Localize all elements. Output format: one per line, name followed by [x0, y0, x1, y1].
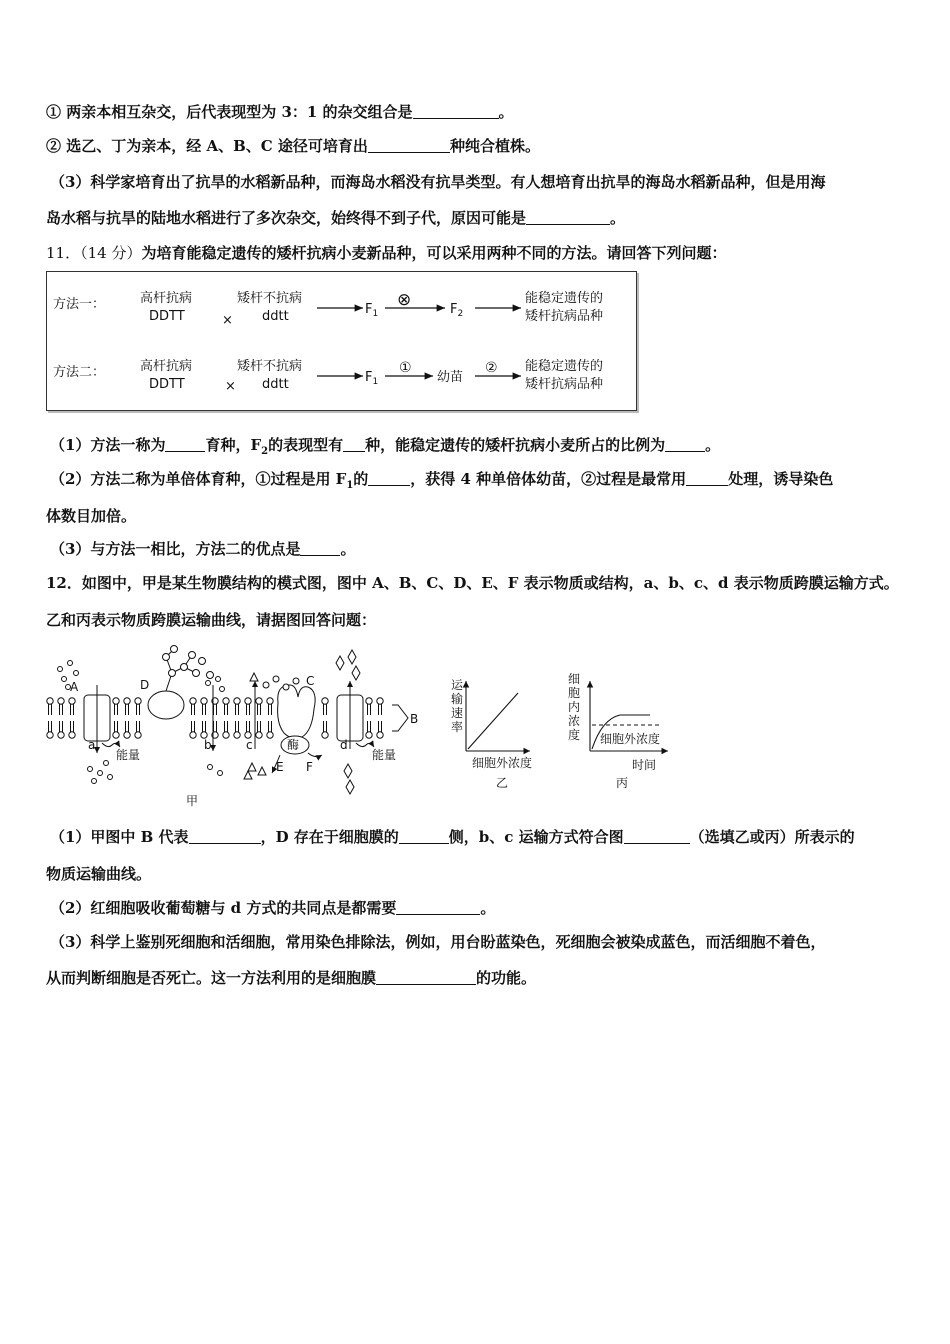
result-line2: 矮杆抗病品种 [525, 377, 604, 392]
parent2-genotype: ddtt [262, 309, 289, 324]
answer-blank[interactable] [376, 969, 476, 985]
q12-sub3-line2: 从而判断细胞是否死亡。这一方法利用的是细胞膜 的功能。 [46, 969, 537, 987]
answer-blank[interactable] [189, 828, 261, 844]
method2-label: 方法二： [53, 365, 106, 380]
result-line2: 矮杆抗病品种 [525, 309, 604, 324]
parent1-genotype: DDTT [149, 377, 185, 392]
yi-x-label: 细胞外浓度 [472, 756, 533, 770]
q11-stem: 11．（14 分）为培育能稳定遗传的矮杆抗病小麦新品种，可以采用两种不同的方法。请回答下列问题： [46, 244, 727, 262]
membrane-diagram [40, 645, 740, 810]
figure-bing-caption: 丙 [616, 776, 629, 790]
step2-marker: ② [485, 360, 498, 376]
label-c-lower: c [246, 738, 253, 752]
svg-text:胞: 胞 [568, 686, 581, 700]
answer-blank[interactable] [399, 828, 449, 844]
enzyme-label: 酶 [287, 738, 300, 752]
q10-sub1: ① 两亲本相互杂交，后代表现型为 3：1 的杂交组合是 。 [46, 103, 514, 121]
q12-sub1-line1: （1）甲图中 B 代表 ，D 存在于细胞膜的 侧，b、c 运输方式符合图 （选填乙或丙）所表示的 [50, 828, 855, 846]
bing-dashed-label: 细胞外浓度 [600, 732, 661, 746]
answer-blank[interactable] [624, 828, 690, 844]
figure-jia-caption: 甲 [186, 794, 199, 808]
parent1-name: 高杆抗病 [140, 359, 193, 374]
svg-text:细: 细 [568, 672, 581, 686]
energy-arrow [102, 743, 120, 747]
f1-label: $F_1$ [365, 370, 379, 387]
q11-sub3: （3）与方法一相比，方法二的优点是 。 [50, 540, 356, 558]
q12-sub3-line1: （3）科学上鉴别死细胞和活细胞，常用染色排除法，例如，用台盼蓝染色，死细胞会被染成蓝色，而活细胞不着色， [50, 933, 826, 951]
parent2-name: 矮杆不抗病 [237, 359, 303, 374]
answer-blank[interactable] [665, 436, 705, 452]
graph-bing [568, 672, 660, 790]
q12-sub1-line2: 物质运输曲线。 [46, 865, 152, 883]
q10-sub2: ② 选乙、丁为亲本，经 A、B、C 途径可培育出 种纯合植株。 [46, 137, 540, 155]
parent1-genotype: DDTT [149, 309, 185, 324]
answer-blank[interactable] [368, 137, 450, 153]
parent2-genotype: ddtt [262, 377, 289, 392]
label-a-lower: a [88, 738, 96, 752]
parent2-name: 矮杆不抗病 [237, 291, 303, 306]
q11-sub2-line2: 体数目加倍。 [46, 507, 137, 525]
seedling-label: 幼苗 [437, 370, 464, 385]
answer-blank[interactable] [343, 436, 365, 452]
yi-line [468, 693, 518, 749]
answer-blank[interactable] [396, 899, 480, 915]
label-b-lower: b [204, 738, 212, 752]
f1-label: $F_1$ [365, 302, 379, 319]
result-line1: 能稳定遗传的 [525, 359, 604, 374]
membrane-figure [40, 645, 740, 810]
svg-text:率: 率 [451, 720, 464, 734]
q11-sub2-line1: （2）方法二称为单倍体育种，①过程是用 $F_1$的 ，获得 4 种单倍体幼苗，②过程是最常用 处理，诱导染色 [50, 470, 834, 491]
label-a-upper: A [70, 680, 79, 694]
carrier-protein [278, 685, 316, 738]
step1-marker: ① [399, 360, 412, 376]
energy-label: 能量 [372, 748, 397, 762]
q10-part3-line1: （3）科学家培育出了抗旱的水稻新品种，而海岛水稻没有抗旱类型。有人想培育出抗旱的海岛水稻新品种，但是用海 [50, 173, 826, 191]
method1-label: 方法一： [53, 297, 106, 312]
q12-stem-line1: 12．如图中，甲是某生物膜结构的模式图，图中 A、B、C、D、E、F 表示物质或结构，a、b、c、d 表示物质跨膜运输方式。 [46, 574, 899, 592]
graph-yi [451, 678, 532, 790]
cross-symbol: × [222, 313, 233, 328]
answer-blank[interactable] [368, 470, 410, 486]
q11-sub1: （1）方法一称为 育种，$F_2$的表现型有 种，能稳定遗传的矮杆抗病小麦所占的比例为 。 [50, 436, 721, 457]
svg-text:内: 内 [568, 700, 581, 714]
selfing-icon: ⊗ [397, 290, 412, 310]
glycoprotein-d [148, 691, 184, 719]
bing-x-label: 时间 [632, 758, 657, 772]
answer-blank[interactable] [300, 540, 340, 556]
label-e: E [276, 760, 284, 774]
figure-yi-caption: 乙 [496, 776, 509, 790]
q10-part3-line2: 岛水稻与抗旱的陆地水稻进行了多次杂交，始终得不到子代，原因可能是 。 [46, 209, 626, 227]
svg-text:度: 度 [568, 728, 581, 742]
answer-blank[interactable] [686, 470, 728, 486]
breeding-scheme-box [46, 271, 637, 411]
q12-stem-line2: 乙和丙表示物质跨膜运输曲线，请据图回答问题： [46, 611, 377, 629]
result-line1: 能稳定遗传的 [525, 291, 604, 306]
energy-arrow [356, 743, 374, 747]
label-d-upper: D [140, 678, 150, 692]
svg-text:运: 运 [451, 678, 464, 692]
svg-text:浓: 浓 [568, 714, 581, 728]
answer-blank[interactable] [526, 209, 610, 225]
parent1-name: 高杆抗病 [140, 291, 193, 306]
label-c-upper: C [306, 674, 315, 688]
label-d-lower: d [340, 738, 348, 752]
label-f: F [306, 760, 313, 774]
answer-blank[interactable] [165, 436, 205, 452]
svg-text:速: 速 [451, 706, 464, 720]
energy-label: 能量 [116, 748, 141, 762]
q12-sub2: （2）红细胞吸收葡萄糖与 d 方式的共同点是都需要 。 [50, 899, 496, 917]
cross-symbol: × [225, 379, 236, 394]
f2-label: $F_2$ [450, 302, 464, 319]
structure-b [392, 705, 408, 731]
answer-blank[interactable] [413, 103, 499, 119]
breeding-scheme-diagram [47, 272, 636, 410]
label-b-upper: B [410, 712, 419, 726]
svg-text:输: 输 [451, 692, 464, 706]
